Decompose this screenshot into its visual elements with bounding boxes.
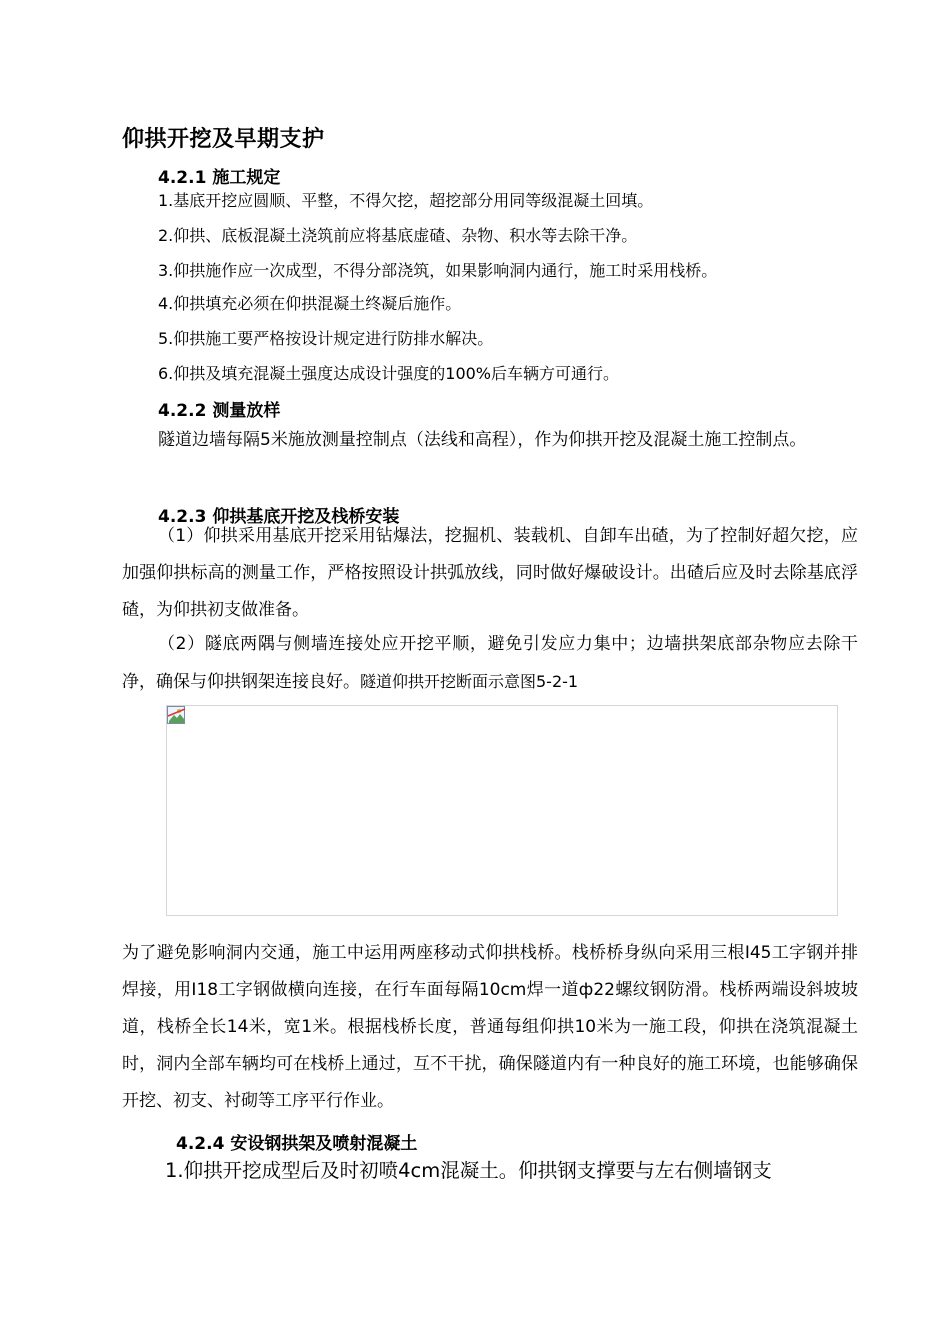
paragraph: 隧道边墙每隔5米施放测量控制点（法线和高程），作为仰拱开挖及混凝土施工控制点。 bbox=[158, 430, 807, 450]
figure-caption: 隧道仰拱开挖断面示意图5-2-1 bbox=[360, 672, 579, 691]
list-item: 1.基底开挖应圆顺、平整，不得欠挖，超挖部分用同等级混凝土回填。 bbox=[158, 191, 654, 210]
paragraph-text: （2）隧底两隅与侧墙连接处应开挖平顺，避免引发应力集中；边墙拱架底部杂物应去除干净，确保与仰拱钢架连接良好。 bbox=[122, 634, 858, 692]
list-item: 1.仰拱开挖成型后及时初喷4cm混凝土。仰拱钢支撑要与左右侧墙钢支 bbox=[165, 1159, 772, 1182]
section-heading-4-2-3: 4.2.3 仰拱基底开挖及栈桥安装 bbox=[158, 507, 400, 527]
list-item: 2.仰拱、底板混凝土浇筑前应将基底虚碴、杂物、积水等去除干净。 bbox=[158, 226, 638, 245]
paragraph: （1）仰拱采用基底开挖采用钻爆法，挖掘机、装载机、自卸车出碴，为了控制好超欠挖，应加强仰拱标高的测量工作，严格按照设计拱弧放线，同时做好爆破设计。出碴后应及时去除基底浮碴，为仰拱初支做准备。 bbox=[122, 526, 858, 620]
list-item: 5.仰拱施工要严格按设计规定进行防排水解决。 bbox=[158, 329, 494, 348]
section-heading-4-2-1: 4.2.1 施工规定 bbox=[158, 168, 281, 188]
section-heading-4-2-2: 4.2.2 测量放样 bbox=[158, 401, 281, 421]
list-item: 6.仰拱及填充混凝土强度达成设计强度的100%后车辆方可通行。 bbox=[158, 364, 620, 383]
list-item: 4.仰拱填充必须在仰拱混凝土终凝后施作。 bbox=[158, 294, 462, 313]
figure-placeholder bbox=[166, 705, 838, 916]
broken-image-icon bbox=[167, 706, 187, 726]
paragraph: 为了避免影响洞内交通，施工中运用两座移动式仰拱栈桥。栈桥桥身纵向采用三根I45工字钢并排焊接，用I18工字钢做横向连接，在行车面每隔10cm焊一道ф22螺纹钢防滑。栈桥两端设斜坡坡道，栈桥全长14米，宽1米。根据栈桥长度，普通每组仰拱10米为一施工段，仰拱在浇筑混凝土时，洞内全部车辆均可在栈桥上通过，互不干扰，确保隧道内有一种良好的施工环境，也能够确保开挖、初支、衬砌等工序平行作业。 bbox=[122, 943, 858, 1111]
page-title: 仰拱开挖及早期支护 bbox=[122, 127, 325, 152]
paragraph bbox=[122, 626, 858, 701]
list-item: 3.仰拱施作应一次成型，不得分部浇筑，如果影响洞内通行，施工时采用栈桥。 bbox=[158, 261, 718, 280]
section-heading-4-2-4: 4.2.4 安设钢拱架及喷射混凝土 bbox=[176, 1134, 418, 1154]
